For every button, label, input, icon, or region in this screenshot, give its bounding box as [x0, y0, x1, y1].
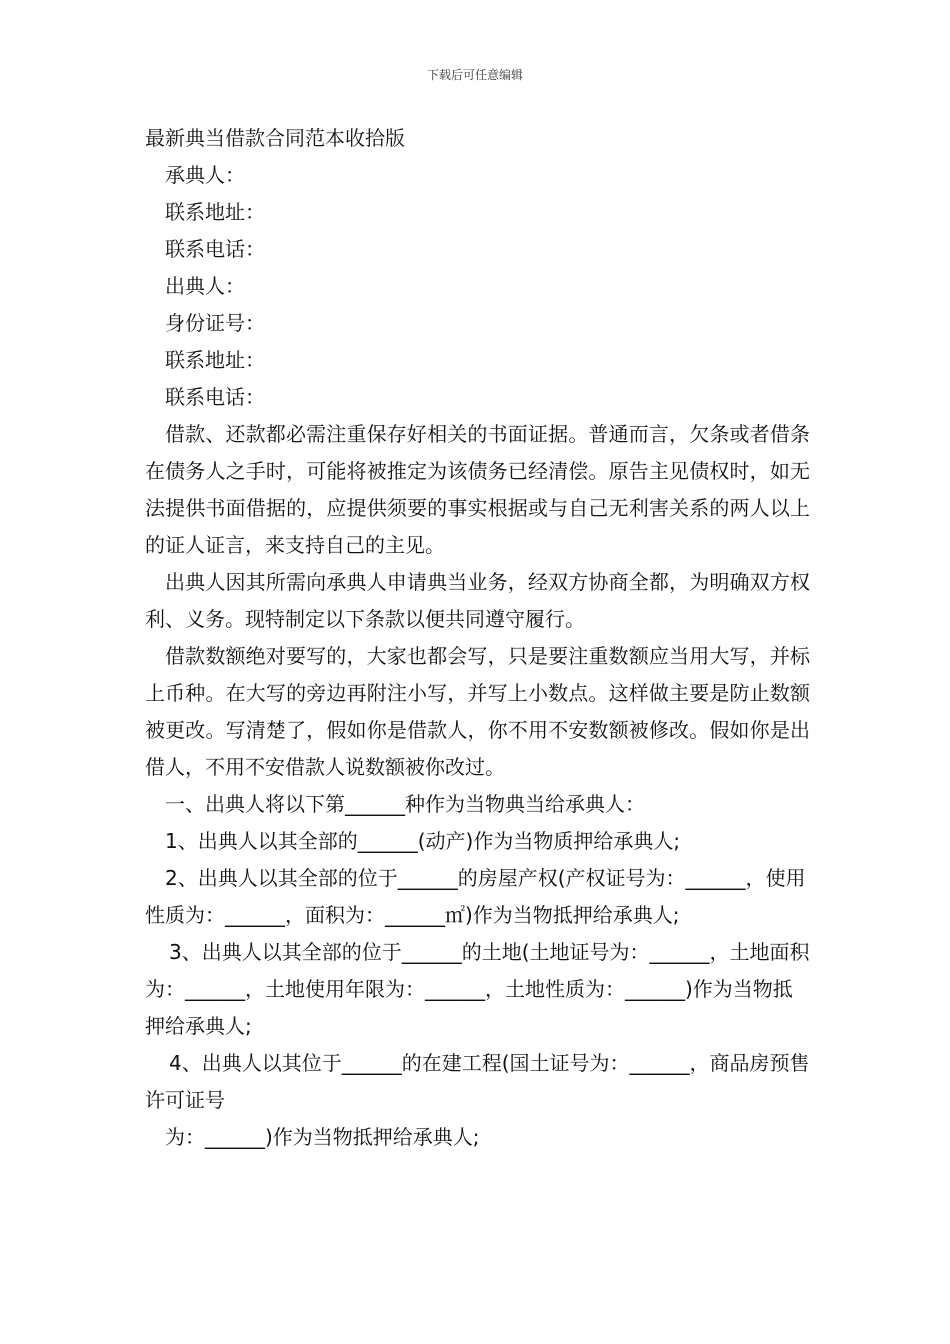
paragraph-evidence: 借款、还款都必需注重保存好相关的书面证据。普通而言，欠条或者借条在债务人之手时，可能将被推定为该债务已经清偿。原告主见债权时，如无法提供书面借据的，应提供须要的事实根据或与自己无利害关系的两人以上的证人证言，来支持自己的主见。	[145, 422, 810, 557]
document-body	[145, 120, 810, 1156]
clause-4: 4、出典人以其位于______的在建工程(国土证号为：______，商品房预售许可证号	[145, 1051, 810, 1112]
field-pledgor-id: 身份证号：	[165, 311, 265, 335]
clause-4-continued: 为：______)作为当物抵押给承典人;	[165, 1125, 480, 1149]
field-pledgor-address: 联系地址：	[165, 348, 265, 372]
clause-intro: 一、出典人将以下第______种作为当物典当给承典人：	[165, 792, 645, 816]
paragraph-purpose: 出典人因其所需向承典人申请典当业务，经双方协商全都，为明确双方权利、义务。现特制定以下条款以便共同遵守履行。	[145, 570, 810, 631]
clause-3: 3、出典人以其全部的位于______的土地(土地证号为：______，土地面积为：______，土地使用年限为：______，土地性质为：______)作为当物抵押给承典人;	[145, 940, 810, 1038]
field-pledgor: 出典人：	[165, 274, 245, 298]
document-title: 最新典当借款合同范本收拾版	[145, 126, 405, 150]
clause-1: 1、出典人以其全部的______(动产)作为当物质押给承典人;	[165, 829, 681, 853]
clause-2: 2、出典人以其全部的位于______的房屋产权(产权证号为：______，使用性质为：______，面积为：______㎡)作为当物抵押给承典人;	[145, 866, 806, 927]
field-pledgee: 承典人：	[165, 163, 245, 187]
page-header: 下载后可任意编辑	[426, 68, 523, 82]
paragraph-amount: 借款数额绝对要写的，大家也都会写，只是要注重数额应当用大写，并标上币种。在大写的旁边再附注小写，并写上小数点。这样做主要是防止数额被更改。写清楚了，假如你是借款人，你不用不安数额被修改。假如你是出借人，不用不安借款人说数额被你改过。	[145, 644, 810, 779]
field-pledgee-address: 联系地址：	[165, 200, 265, 224]
field-pledgor-phone: 联系电话：	[165, 385, 265, 409]
field-pledgee-phone: 联系电话：	[165, 237, 265, 261]
